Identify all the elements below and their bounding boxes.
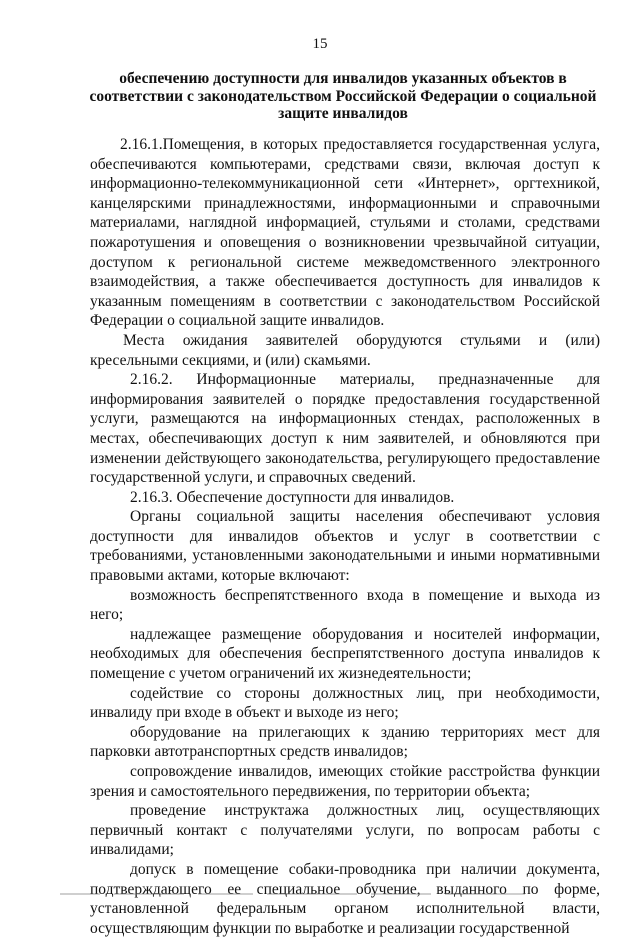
- list-item-escort: сопровождение инвалидов, имеющих стойкие расстройства функции зрения и самостоятельного передвижения, по территории объекта;: [90, 763, 600, 800]
- list-item-guide-dog: допуск в помещение собаки-проводника при наличии документа, подтверждающего ее специальное обучение, выданного по форме, установленной федеральным органом исполнительной власти, осуществляющим функции по выработке и реализации государственной: [90, 860, 600, 937]
- list-item-staff-assistance: содействие со стороны должностных лиц, при необходимости, инвалиду при входе в объект и выходе из него;: [90, 684, 600, 722]
- list-item-staff-briefing: проведение инструктажа должностных лиц, осуществляющих первичный контакт с получателями услуги, по вопросам работы с инвалидами;: [90, 802, 600, 859]
- heading-line-2: соответствии с законодательством Российской Федерации о социальной: [89, 87, 597, 105]
- list-item-entry-exit: возможность беспрепятственного входа в помещение и выхода из него;: [90, 586, 600, 624]
- list-item-parking: оборудование на прилегающих к зданию территориях мест для парковки автотранспортных средств инвалидов;: [90, 723, 600, 761]
- paragraph-2-16-3: 2.16.3. Обеспечение доступности для инвалидов.: [130, 488, 455, 506]
- paragraph-waiting-places: Места ожидания заявителей оборудуются стульями и (или) кресельными секциями, и (или) скамьями.: [90, 331, 600, 369]
- scan-artifact: [60, 893, 580, 896]
- page-number: 15: [312, 36, 328, 52]
- paragraph-social-protection-bodies: Органы социальной защиты населения обеспечивают условия доступности для инвалидов объектов и услуг в соответствии с требованиями, установленными законодательными и иными нормативными правовыми актами, которые включают:: [90, 508, 600, 585]
- heading-line-3: защите инвалидов: [278, 105, 408, 122]
- section-heading: [88, 70, 598, 123]
- paragraph-2-16-1: 2.16.1.Помещения, в которых предоставляется государственная услуга, обеспечиваются компьютерами, средствами связи, включая доступ к информационно-телекоммуникационной сети «Интернет», оргтехникой, канцелярскими принадлежностями, информационными и справочными материалами, наглядной информацией, стульями и столами, средствами пожаротушения и оповещения о возникновении чрезвычайной ситуации, доступом к региональной системе межведомственного электронного взаимодействия, а также обеспечивается доступность для инвалидов к указанным помещениям в соответствии с законодательством Российской Федерации о социальной защите инвалидов.: [90, 136, 600, 330]
- list-item-equipment-placement: надлежащее размещение оборудования и носителей информации, необходимых для обеспечения беспрепятственного доступа инвалидов к помещение с учетом ограничений их жизнедеятельности;: [90, 625, 600, 683]
- paragraph-2-16-2: 2.16.2. Информационные материалы, предназначенные для информирования заявителей о порядке предоставления государственной услуги, размещаются на информационных стендах, расположенных в местах, обеспечивающих доступ к ним заявителей, и обновляются при изменении действующего законодательства, регулирующего предоставление государственной услуги, и справочных сведений.: [90, 371, 600, 487]
- document-body: [90, 135, 600, 938]
- heading-line-1: обеспечению доступности для инвалидов указанных объектов в: [119, 70, 567, 87]
